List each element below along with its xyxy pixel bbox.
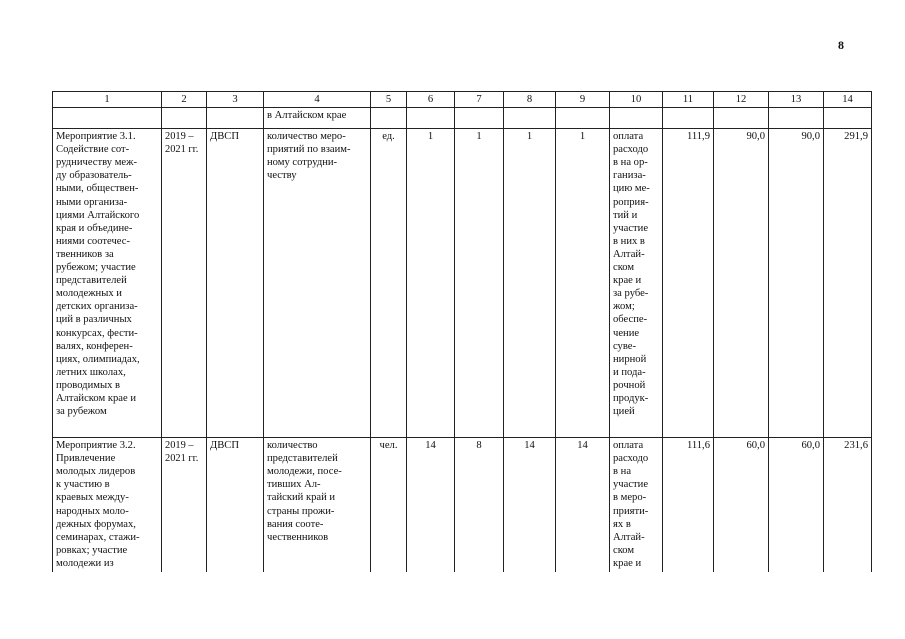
column-number: 14 [824,92,872,108]
table-cell [769,108,824,129]
column-number: 1 [53,92,162,108]
table-row [53,438,872,573]
column-number: 13 [769,92,824,108]
column-number: 11 [663,92,714,108]
column-number: 5 [371,92,407,108]
measure-cell: Мероприятие 3.1. Содействие сот- рудничеству меж- ду образователь- ными, обществен- ными организа- циями Алтайского края и объедине- ниями соотечес- твенников за рубежом; участие представителей молодежных и детских организа- ций в различных конкурсах, фести- валях, конферен- циях, олимпиадах, летних школах, проводимых в Алтайском крае и за рубежом [53,129,162,438]
column-number: 8 [504,92,556,108]
amount-cell: 90,0 [769,129,824,438]
table-cell [504,108,556,129]
table-cell [407,108,455,129]
value-cell: 1 [556,129,610,438]
indicator-cell: количество представителей молодежи, посе- тивших Ал- тайский край и страны прожи- вания сооте- чественников [264,438,371,573]
amount-cell: 111,6 [663,438,714,573]
value-cell: 1 [455,129,504,438]
amount-cell: 60,0 [714,438,769,573]
column-number: 12 [714,92,769,108]
value-cell: 14 [556,438,610,573]
table-cell [663,108,714,129]
table-cell [371,108,407,129]
value-cell: 1 [504,129,556,438]
indicator-cell: количество меро- приятий по взаим- ному сотрудни- честву [264,129,371,438]
value-cell: 14 [407,438,455,573]
table-cell [207,108,264,129]
column-number: 7 [455,92,504,108]
measure-cell: Мероприятие 3.2. Привлечение молодых лидеров к участию в краевых между- народных моло- дежных форумах, семинарах, стажи- ровках; участие молодежи из [53,438,162,573]
column-number-row [53,92,872,108]
column-number: 10 [610,92,663,108]
executor-cell: ДВСП [207,438,264,573]
table-cell [824,108,872,129]
column-number: 9 [556,92,610,108]
amount-cell: 231,6 [824,438,872,573]
amount-cell: 60,0 [769,438,824,573]
column-number: 4 [264,92,371,108]
amount-cell: 90,0 [714,129,769,438]
table-row [53,129,872,438]
table-cell [53,108,162,129]
column-number: 6 [407,92,455,108]
table-cell [714,108,769,129]
executor-cell: ДВСП [207,129,264,438]
period-cell: 2019 – 2021 гг. [162,129,207,438]
amount-cell: 291,9 [824,129,872,438]
unit-cell: чел. [371,438,407,573]
value-cell: 1 [407,129,455,438]
continuation-row [53,108,872,129]
table-cell [610,108,663,129]
column-number: 2 [162,92,207,108]
amount-cell: 111,9 [663,129,714,438]
expense-cell: оплата расходо в на ор- ганиза- цию ме- роприя- тий и участие в них в Алтай- ском крае и за рубе- жом; обеспе- чение суве- нирной и пода- рочной продук- цией [610,129,663,438]
table-cell [162,108,207,129]
value-cell: 14 [504,438,556,573]
expense-cell: оплата расходо в на участие в меро- прияти- ях в Алтай- ском крае и [610,438,663,573]
period-cell: 2019 – 2021 гг. [162,438,207,573]
value-cell: 8 [455,438,504,573]
measures-table [52,91,872,572]
table-cell [556,108,610,129]
column-number: 3 [207,92,264,108]
page-number: 8 [838,38,844,52]
table-cell [455,108,504,129]
unit-cell: ед. [371,129,407,438]
indicator-continuation-cell: в Алтайском крае [264,108,371,129]
